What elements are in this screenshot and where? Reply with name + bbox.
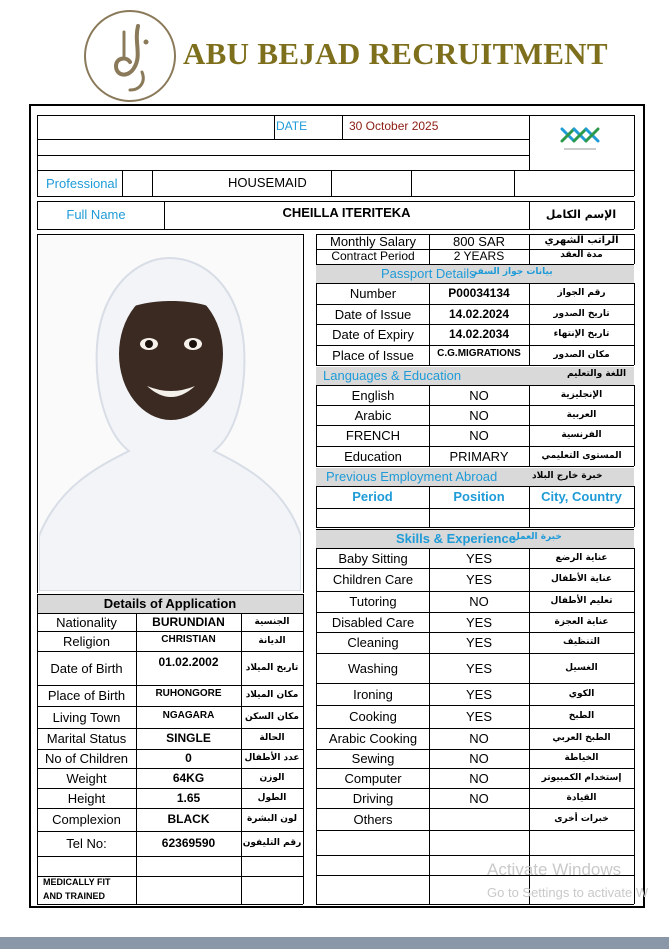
- contract-period-value: 2 YEARS: [453, 249, 505, 263]
- agency-badge-icon: [558, 124, 602, 158]
- grid-line: [316, 591, 634, 592]
- skill-row-arabic-label: عناية العجزة: [554, 617, 609, 627]
- skill-row-value: NO: [469, 791, 489, 806]
- passport-row-arabic-label: رقم الجواز: [557, 288, 606, 298]
- grid-line: [37, 904, 303, 905]
- grid-line: [316, 283, 317, 365]
- language-row-value: NO: [469, 388, 489, 403]
- candidate-photo: [39, 236, 301, 591]
- grid-line: [316, 788, 634, 789]
- skill-row-arabic-label: تعليم الأطفال: [550, 596, 613, 606]
- grid-line: [37, 201, 38, 229]
- passport-row-arabic-label: تاريخ الإنتهاء: [553, 329, 610, 339]
- employment-col-city-country: City, Country: [541, 489, 622, 504]
- language-row-label: Education: [344, 449, 402, 464]
- grid-line: [274, 115, 275, 139]
- grid-line: [316, 830, 317, 904]
- grid-line: [37, 155, 529, 156]
- monthly-salary-arabic-label: الراتب الشهري: [544, 235, 619, 246]
- grid-line: [37, 651, 303, 652]
- language-row-arabic-label: المستوى التعليمي: [541, 451, 622, 461]
- grid-line: [37, 594, 303, 595]
- grid-line: [429, 830, 430, 904]
- language-row-arabic-label: العربية: [566, 410, 597, 420]
- skills-experience-title: Skills & Experience: [396, 531, 516, 546]
- skill-row-arabic-label: عناية الرضع: [555, 553, 608, 563]
- skill-row-label: Computer: [344, 771, 402, 786]
- application-row-arabic-label: الحالة: [259, 733, 285, 743]
- application-row-arabic-label: الوزن: [259, 773, 285, 783]
- passport-row-value: P00034134: [448, 286, 510, 300]
- grid-line: [411, 170, 412, 196]
- application-row-label: Tel No:: [66, 836, 107, 851]
- grid-line: [529, 201, 530, 229]
- grid-line: [37, 631, 303, 632]
- grid-line: [303, 594, 304, 904]
- skill-row-label: Ironing: [353, 687, 393, 702]
- application-row-label: Complexion: [52, 812, 121, 827]
- grid-line: [37, 234, 303, 235]
- grid-line: [37, 229, 634, 230]
- brand-name: ABU BEJAD RECRUITMENT: [183, 36, 608, 71]
- language-row-arabic-label: الفرنسية: [561, 430, 602, 440]
- skill-row-arabic-label: الكوي: [568, 689, 595, 699]
- full-name-value: CHEILLA ITERITEKA: [282, 205, 411, 220]
- passport-row-label: Date of Expiry: [332, 327, 414, 342]
- skill-row-value: YES: [465, 709, 492, 724]
- grid-line: [316, 548, 317, 830]
- grid-line: [37, 728, 303, 729]
- application-row-arabic-label: عدد الأطفال: [244, 753, 300, 763]
- grid-line: [316, 529, 634, 530]
- language-row-value: NO: [469, 428, 489, 443]
- application-row-value: 1.65: [176, 791, 201, 805]
- grid-line: [529, 115, 530, 170]
- monthly-salary-label: Monthly Salary: [330, 234, 416, 249]
- skill-row-arabic-label: إستخدام الكمبيوتر: [541, 773, 622, 783]
- taskbar-strip: [0, 937, 669, 949]
- passport-details-arabic-title: بيانات جواز السفر: [472, 267, 553, 277]
- grid-line: [316, 283, 634, 284]
- full-name-arabic-label: الإسم الكامل: [545, 208, 617, 221]
- application-row-value: 64KG: [172, 771, 205, 785]
- passport-place-value: C.G.MIGRATIONS: [437, 348, 521, 359]
- grid-line: [316, 486, 634, 487]
- application-row-arabic-label: الطول: [257, 793, 287, 803]
- grid-line: [316, 830, 634, 831]
- skill-row-label: Cooking: [349, 709, 397, 724]
- skill-row-label: Cleaning: [347, 635, 399, 650]
- grid-line: [37, 613, 303, 614]
- skill-row-label: Disabled Care: [331, 615, 415, 630]
- grid-line: [316, 324, 634, 325]
- grid-line: [37, 115, 38, 196]
- skill-row-value: NO: [469, 751, 489, 766]
- grid-line: [37, 234, 38, 593]
- skill-row-label: Children Care: [332, 572, 414, 587]
- application-row-label: Living Town: [52, 710, 121, 725]
- grid-line: [316, 728, 634, 729]
- application-row-arabic-label: لون البشرة: [246, 814, 298, 824]
- grid-line: [316, 705, 634, 706]
- grid-line: [342, 115, 343, 139]
- grid-line: [316, 749, 634, 750]
- languages-education-arabic-title: اللغة والتعليم: [567, 369, 627, 379]
- calligraphy-logo-icon: [86, 12, 174, 100]
- grid-line: [316, 345, 634, 346]
- grid-line: [37, 706, 303, 707]
- language-row-value: NO: [469, 408, 489, 423]
- grid-line: [316, 405, 634, 406]
- employment-col-period: Period: [352, 489, 393, 504]
- skill-row-label: Tutoring: [349, 594, 397, 609]
- application-row-value: SINGLE: [166, 731, 211, 745]
- contract-period-arabic-label: مدة العقد: [560, 250, 603, 260]
- skill-row-value: YES: [465, 572, 492, 587]
- grid-line: [37, 788, 303, 789]
- passport-row-label: Number: [349, 286, 397, 301]
- grid-line: [316, 385, 317, 466]
- grid-line: [634, 548, 635, 830]
- skill-row-value: YES: [465, 661, 492, 676]
- skill-row-label: Baby Sitting: [338, 551, 408, 566]
- application-row-arabic-label: تاريخ الميلاد: [245, 663, 299, 673]
- date-label: DATE: [276, 119, 308, 133]
- application-row-value: RUHONGORE: [155, 688, 222, 699]
- grid-line: [316, 612, 634, 613]
- skill-row-arabic-label: الخياطة: [564, 753, 599, 763]
- skill-row-value: YES: [465, 615, 492, 630]
- grid-line: [634, 201, 635, 229]
- application-row-value: CHRISTIAN: [161, 634, 216, 645]
- skill-row-arabic-label: التنظيف: [563, 637, 600, 647]
- grid-line: [316, 548, 634, 549]
- application-row-arabic-label: مكان الميلاد: [245, 690, 299, 700]
- previous-employment-arabic-title: خبرة خارج البلاد: [532, 471, 603, 481]
- grid-line: [37, 831, 303, 832]
- grid-line: [37, 115, 634, 116]
- skill-row-arabic-label: الغسيل: [565, 663, 598, 673]
- grid-line: [634, 283, 635, 365]
- skill-row-value: NO: [469, 771, 489, 786]
- grid-line: [37, 170, 634, 171]
- skill-row-label: Sewing: [351, 751, 395, 766]
- application-row-label: Date of Birth: [50, 661, 123, 676]
- grid-line: [37, 139, 529, 140]
- full-name-label: Full Name: [66, 207, 126, 222]
- skill-row-value: YES: [465, 635, 492, 650]
- medically-fit-line1: MEDICALLY FIT: [43, 877, 111, 887]
- details-of-application-title: Details of Application: [103, 596, 237, 611]
- grid-line: [316, 683, 634, 684]
- passport-row-value: 14.02.2034: [448, 327, 510, 341]
- passport-row-label: Date of Issue: [334, 307, 412, 322]
- grid-line: [37, 856, 303, 857]
- grid-line: [316, 904, 634, 905]
- passport-row-arabic-label: مكان الصدور: [553, 350, 610, 360]
- application-row-arabic-label: رقم التليفون: [242, 838, 302, 848]
- grid-line: [514, 170, 515, 196]
- skill-row-arabic-label: الطبخ العربي: [552, 733, 611, 743]
- grid-line: [634, 385, 635, 466]
- grid-line: [634, 115, 635, 196]
- application-row-label: Place of Birth: [47, 688, 126, 703]
- grid-line: [316, 425, 634, 426]
- grid-line: [331, 170, 332, 196]
- grid-line: [316, 768, 634, 769]
- professional-label: Professional: [46, 176, 118, 191]
- language-row-label: English: [351, 388, 395, 403]
- grid-line: [303, 234, 304, 593]
- application-row-value: 0: [185, 751, 192, 765]
- language-row-label: Arabic: [354, 408, 392, 423]
- skill-row-arabic-label: الطبخ: [568, 711, 595, 721]
- skill-row-label: Arabic Cooking: [328, 731, 418, 746]
- application-row-arabic-label: الجنسية: [254, 617, 290, 627]
- application-row-label: Height: [67, 791, 106, 806]
- skill-row-arabic-label: القيادة: [566, 793, 597, 803]
- grid-line: [316, 508, 634, 509]
- grid-line: [316, 466, 634, 467]
- previous-employment-title: Previous Employment Abroad: [326, 469, 498, 484]
- grid-line: [316, 385, 634, 386]
- grid-line: [316, 568, 634, 569]
- grid-line: [316, 808, 634, 809]
- application-row-label: Weight: [66, 771, 107, 786]
- grid-line: [634, 234, 635, 264]
- application-row-value: NGAGARA: [162, 710, 215, 721]
- application-row-value: 62369590: [161, 836, 216, 850]
- grid-line: [316, 264, 634, 265]
- activate-windows-title: Activate Windows: [487, 860, 622, 879]
- grid-line: [316, 446, 634, 447]
- grid-line: [316, 527, 634, 528]
- grid-line: [37, 749, 303, 750]
- contract-period-label: Contract Period: [331, 249, 415, 263]
- skill-row-arabic-label: عناية الأطفال: [550, 574, 613, 584]
- application-row-label: No of Children: [44, 751, 129, 766]
- passport-row-value: 14.02.2024: [448, 307, 510, 321]
- application-row-value: BLACK: [167, 812, 210, 826]
- language-row-label: FRENCH: [345, 428, 401, 443]
- application-row-arabic-label: الديانة: [258, 636, 286, 646]
- employment-col-position: Position: [453, 489, 505, 504]
- grid-line: [37, 201, 634, 202]
- grid-line: [37, 768, 303, 769]
- medically-fit-line2: AND TRAINED: [43, 891, 105, 901]
- grid-line: [122, 170, 123, 196]
- language-row-arabic-label: الإنجليزية: [560, 390, 603, 400]
- skills-experience-arabic-title: خبرة العمل: [512, 532, 562, 542]
- application-row-value: 01.02.2002: [158, 655, 219, 669]
- grid-line: [316, 855, 634, 856]
- skill-row-value: YES: [465, 687, 492, 702]
- grid-line: [316, 632, 634, 633]
- skill-row-arabic-label: خبرات أخرى: [554, 814, 609, 824]
- languages-education-title: Languages & Education: [323, 368, 462, 383]
- brand-logo: [84, 10, 176, 102]
- application-row-label: Marital Status: [46, 731, 127, 746]
- grid-line: [634, 486, 635, 527]
- passport-details-title: Passport Details: [381, 266, 476, 281]
- skill-row-label: Others: [353, 812, 393, 827]
- language-row-value: PRIMARY: [449, 449, 509, 464]
- grid-line: [316, 234, 317, 264]
- grid-line: [316, 653, 634, 654]
- candidate-photo-icon: [39, 236, 301, 591]
- application-row-arabic-label: مكان السكن: [245, 712, 299, 722]
- grid-line: [37, 685, 303, 686]
- skill-row-label: Washing: [347, 661, 399, 676]
- professional-value: HOUSEMAID: [228, 175, 307, 190]
- application-row-label: Religion: [63, 634, 110, 649]
- passport-row-label: Place of Issue: [332, 348, 414, 363]
- grid-line: [529, 548, 530, 830]
- grid-line: [316, 304, 634, 305]
- skill-row-value: YES: [465, 551, 492, 566]
- grid-line: [37, 808, 303, 809]
- skill-row-label: Driving: [352, 791, 394, 806]
- grid-line: [37, 196, 634, 197]
- passport-row-arabic-label: تاريخ الصدور: [553, 309, 610, 319]
- skill-row-value: NO: [469, 594, 489, 609]
- grid-line: [152, 170, 153, 196]
- application-row-label: Nationality: [56, 615, 117, 630]
- monthly-salary-value: 800 SAR: [452, 234, 506, 249]
- activate-windows-subtitle: Go to Settings to activate W: [487, 885, 649, 900]
- application-row-value: BURUNDIAN: [152, 615, 225, 629]
- date-value: 30 October 2025: [349, 119, 439, 133]
- grid-line: [316, 365, 634, 366]
- skill-row-value: NO: [469, 731, 489, 746]
